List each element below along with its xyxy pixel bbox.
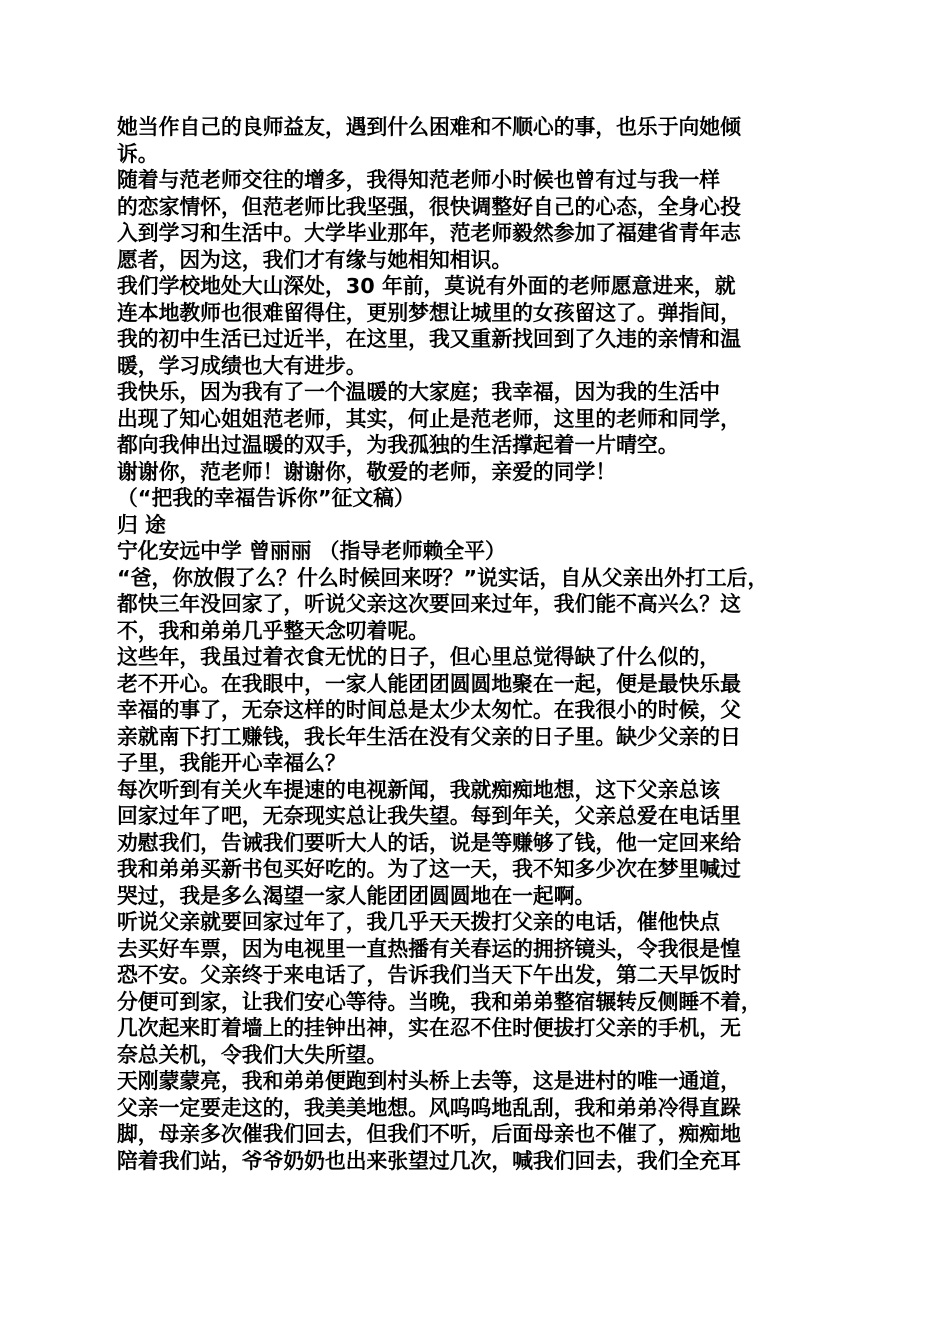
text-line: 都快三年没回家了，听说父亲这次要回来过年，我们能不高兴么？这 [117,592,741,616]
text-line: 幸福的事了，无奈这样的时间总是太少太匆忙。在我很小的时候，父 [117,698,741,722]
text-line: 归 途 [117,512,166,537]
text-line: 宁化安远中学 曾丽丽 （指导老师赖全平） [117,539,506,563]
text-line: 陪着我们站，爷爷奶奶也出来张望过几次，喊我们回去，我们全充耳 [117,1148,741,1173]
text-line: 亲就南下打工赚钱，我长年生活在没有父亲的日子里。缺少父亲的日 [117,724,741,749]
text-line: 几次起来盯着墙上的挂钟出神，实在忍不住时便拔打父亲的手机，无 [117,1016,741,1040]
document-body [117,114,857,1174]
text-line: 这些年，我虽过着衣食无忧的日子，但心里总觉得缺了什么似的， [117,645,721,669]
text-line: 随着与范老师交往的增多，我得知范老师小时候也曾有过与我一样 [117,168,721,192]
text-line: 谢谢你，范老师！谢谢你，敬爱的老师，亲爱的同学！ [117,459,617,484]
text-line: 奈总关机，令我们大失所望。 [117,1042,388,1067]
text-line: 连本地教师也很难留得住，更别梦想让城里的女孩留这了。弹指间， [117,300,741,325]
text-line: 哭过，我是多么渴望一家人能团团圆圆地在一起啊。 [117,883,596,908]
text-line: 愿者，因为这，我们才有缘与她相知相识。 [117,247,513,272]
text-line: 回家过年了吧，无奈现实总让我失望。每到年关，父亲总爱在电话里 [117,804,741,828]
text-line: 暖，学习成绩也大有进步。 [117,353,367,378]
text-line: 听说父亲就要回家过年了，我几乎天天拨打父亲的电话，催他快点 [117,910,721,934]
text-line: （“把我的幸福告诉你”征文稿） [117,486,415,510]
text-line: 劝慰我们，告诫我们要听大人的话，说是等赚够了钱，他一定回来给 [117,830,741,855]
text-line: 出现了知心姐姐范老师，其实，何止是范老师，这里的老师和同学， [117,406,741,431]
text-line: 我快乐，因为我有了一个温暖的大家庭；我幸福，因为我的生活中 [117,380,721,404]
text-line: 天刚蒙蒙亮，我和弟弟便跑到村头桥上去等，这是进村的唯一通道， [117,1069,741,1093]
text-line: 子里，我能开心幸福么？ [117,751,346,775]
text-line: “爸，你放假了么？什么时候回来呀？”说实话，自从父亲出外打工后， [117,565,769,590]
text-line: 入到学习和生活中。大学毕业那年，范老师毅然参加了福建省青年志 [117,221,741,245]
text-line: 都向我伸出过温暖的双手，为我孤独的生活撑起着一片晴空。 [117,433,679,457]
text-line: 她当作自己的良师益友，遇到什么困难和不顺心的事，也乐于向她倾 [117,115,741,139]
text-line: 老不开心。在我眼中，一家人能团团圆圆地聚在一起，便是最快乐最 [117,671,741,696]
text-line: 脚，母亲多次催我们回去，但我们不听，后面母亲也不催了，痴痴地 [117,1122,741,1146]
text-line: 每次听到有关火车提速的电视新闻，我就痴痴地想，这下父亲总该 [117,777,721,802]
text-line: 去买好车票，因为电视里一直热播有关春运的拥挤镜头，令我很是惶 [117,936,741,961]
text-line: 我们学校地处大山深处，30 年前，莫说有外面的老师愿意进来，就 [117,274,736,298]
text-line: 我和弟弟买新书包买好吃的。为了这一天，我不知多少次在梦里喊过 [117,857,741,881]
text-line: 父亲一定要走这的，我美美地想。风呜呜地乱刮，我和弟弟冷得直跺 [117,1095,741,1120]
text-line: 诉。 [117,141,159,166]
text-line: 分便可到家，让我们安心等待。当晚，我和弟弟整宿辗转反侧睡不着， [117,989,762,1014]
text-line: 恐不安。父亲终于来电话了，告诉我们当天下午出发，第二天早饭时 [117,963,741,987]
text-line: 的恋家情怀，但范老师比我坚强，很快调整好自己的心态，全身心投 [117,194,741,219]
text-line: 我的初中生活已过近半，在这里，我又重新找回到了久违的亲情和温 [117,327,741,351]
text-line: 不，我和弟弟几乎整天念叨着呢。 [117,618,429,643]
